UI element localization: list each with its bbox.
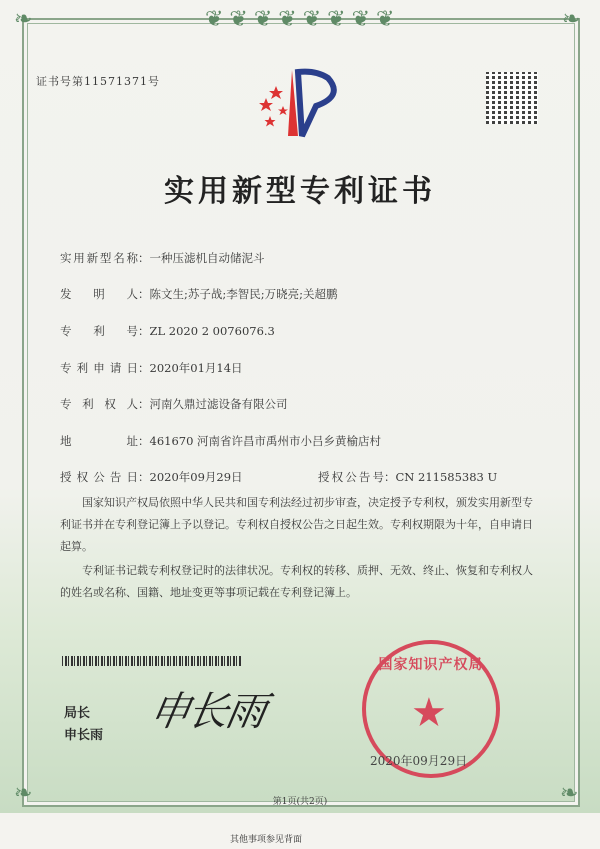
field-grant-date: 授权公告日：2020年09月29日	[60, 470, 243, 484]
corner-ornament-icon: ❧	[14, 781, 33, 806]
corner-ornament-icon: ❧	[560, 781, 579, 806]
qr-code	[486, 72, 538, 124]
field-patentee: 专利权人：河南久鼎过滤设备有限公司	[60, 397, 288, 411]
handwritten-signature: 申长雨	[145, 689, 269, 735]
legal-status-statement: 专利证书记载专利权登记时的法律状况。专利权的转移、质押、无效、终止、恢复和专利权人的姓名或名称、国籍、地址变更等事项记载在专利登记簿上。	[60, 564, 533, 599]
signatory-role: 局长	[64, 706, 91, 721]
back-note: 其他事项参见背面	[230, 835, 303, 845]
signatory-name: 申长雨	[64, 728, 104, 743]
official-seal: 国家知识产权局 ★	[362, 640, 500, 778]
field-utility-model-name: 实用新型名称：一种压滤机自动储泥斗	[60, 251, 265, 265]
page-number: 第1页(共2页)	[272, 797, 328, 807]
seal-date: 2020年09月29日	[370, 754, 468, 768]
corner-ornament-icon: ❧	[562, 7, 581, 32]
field-patent-number: 专利号：ZL 2020 2 0076076.3	[60, 324, 275, 338]
field-grant-number: 授权公告号：CN 211585383 U	[318, 470, 498, 484]
barcode	[62, 656, 242, 666]
corner-ornament-icon: ❧	[14, 7, 33, 32]
field-address: 地址：461670 河南省许昌市禹州市小吕乡黄榆店村	[60, 434, 382, 448]
patent-office-logo-icon	[258, 66, 348, 138]
certificate-number: 证书号第11571371号	[36, 75, 160, 88]
field-inventors: 发明人：陈文生;苏子战;李智民;万晓亮;关超鹏	[60, 287, 338, 301]
certificate-title: 实用新型专利证书	[164, 174, 436, 209]
field-application-date: 专利申请日：2020年01月14日	[60, 361, 243, 375]
top-ornament-icon: ❦❦❦❦❦❦❦❦	[205, 7, 401, 32]
grant-statement: 国家知识产权局依照中华人民共和国专利法经过初步审查，决定授予专利权，颁发实用新型专利证书并在专利登记簿上予以登记。专利权自授权公告之日起生效。专利权期限为十年，自申请日起算。	[60, 496, 533, 553]
national-emblem-icon: ★	[411, 690, 447, 736]
